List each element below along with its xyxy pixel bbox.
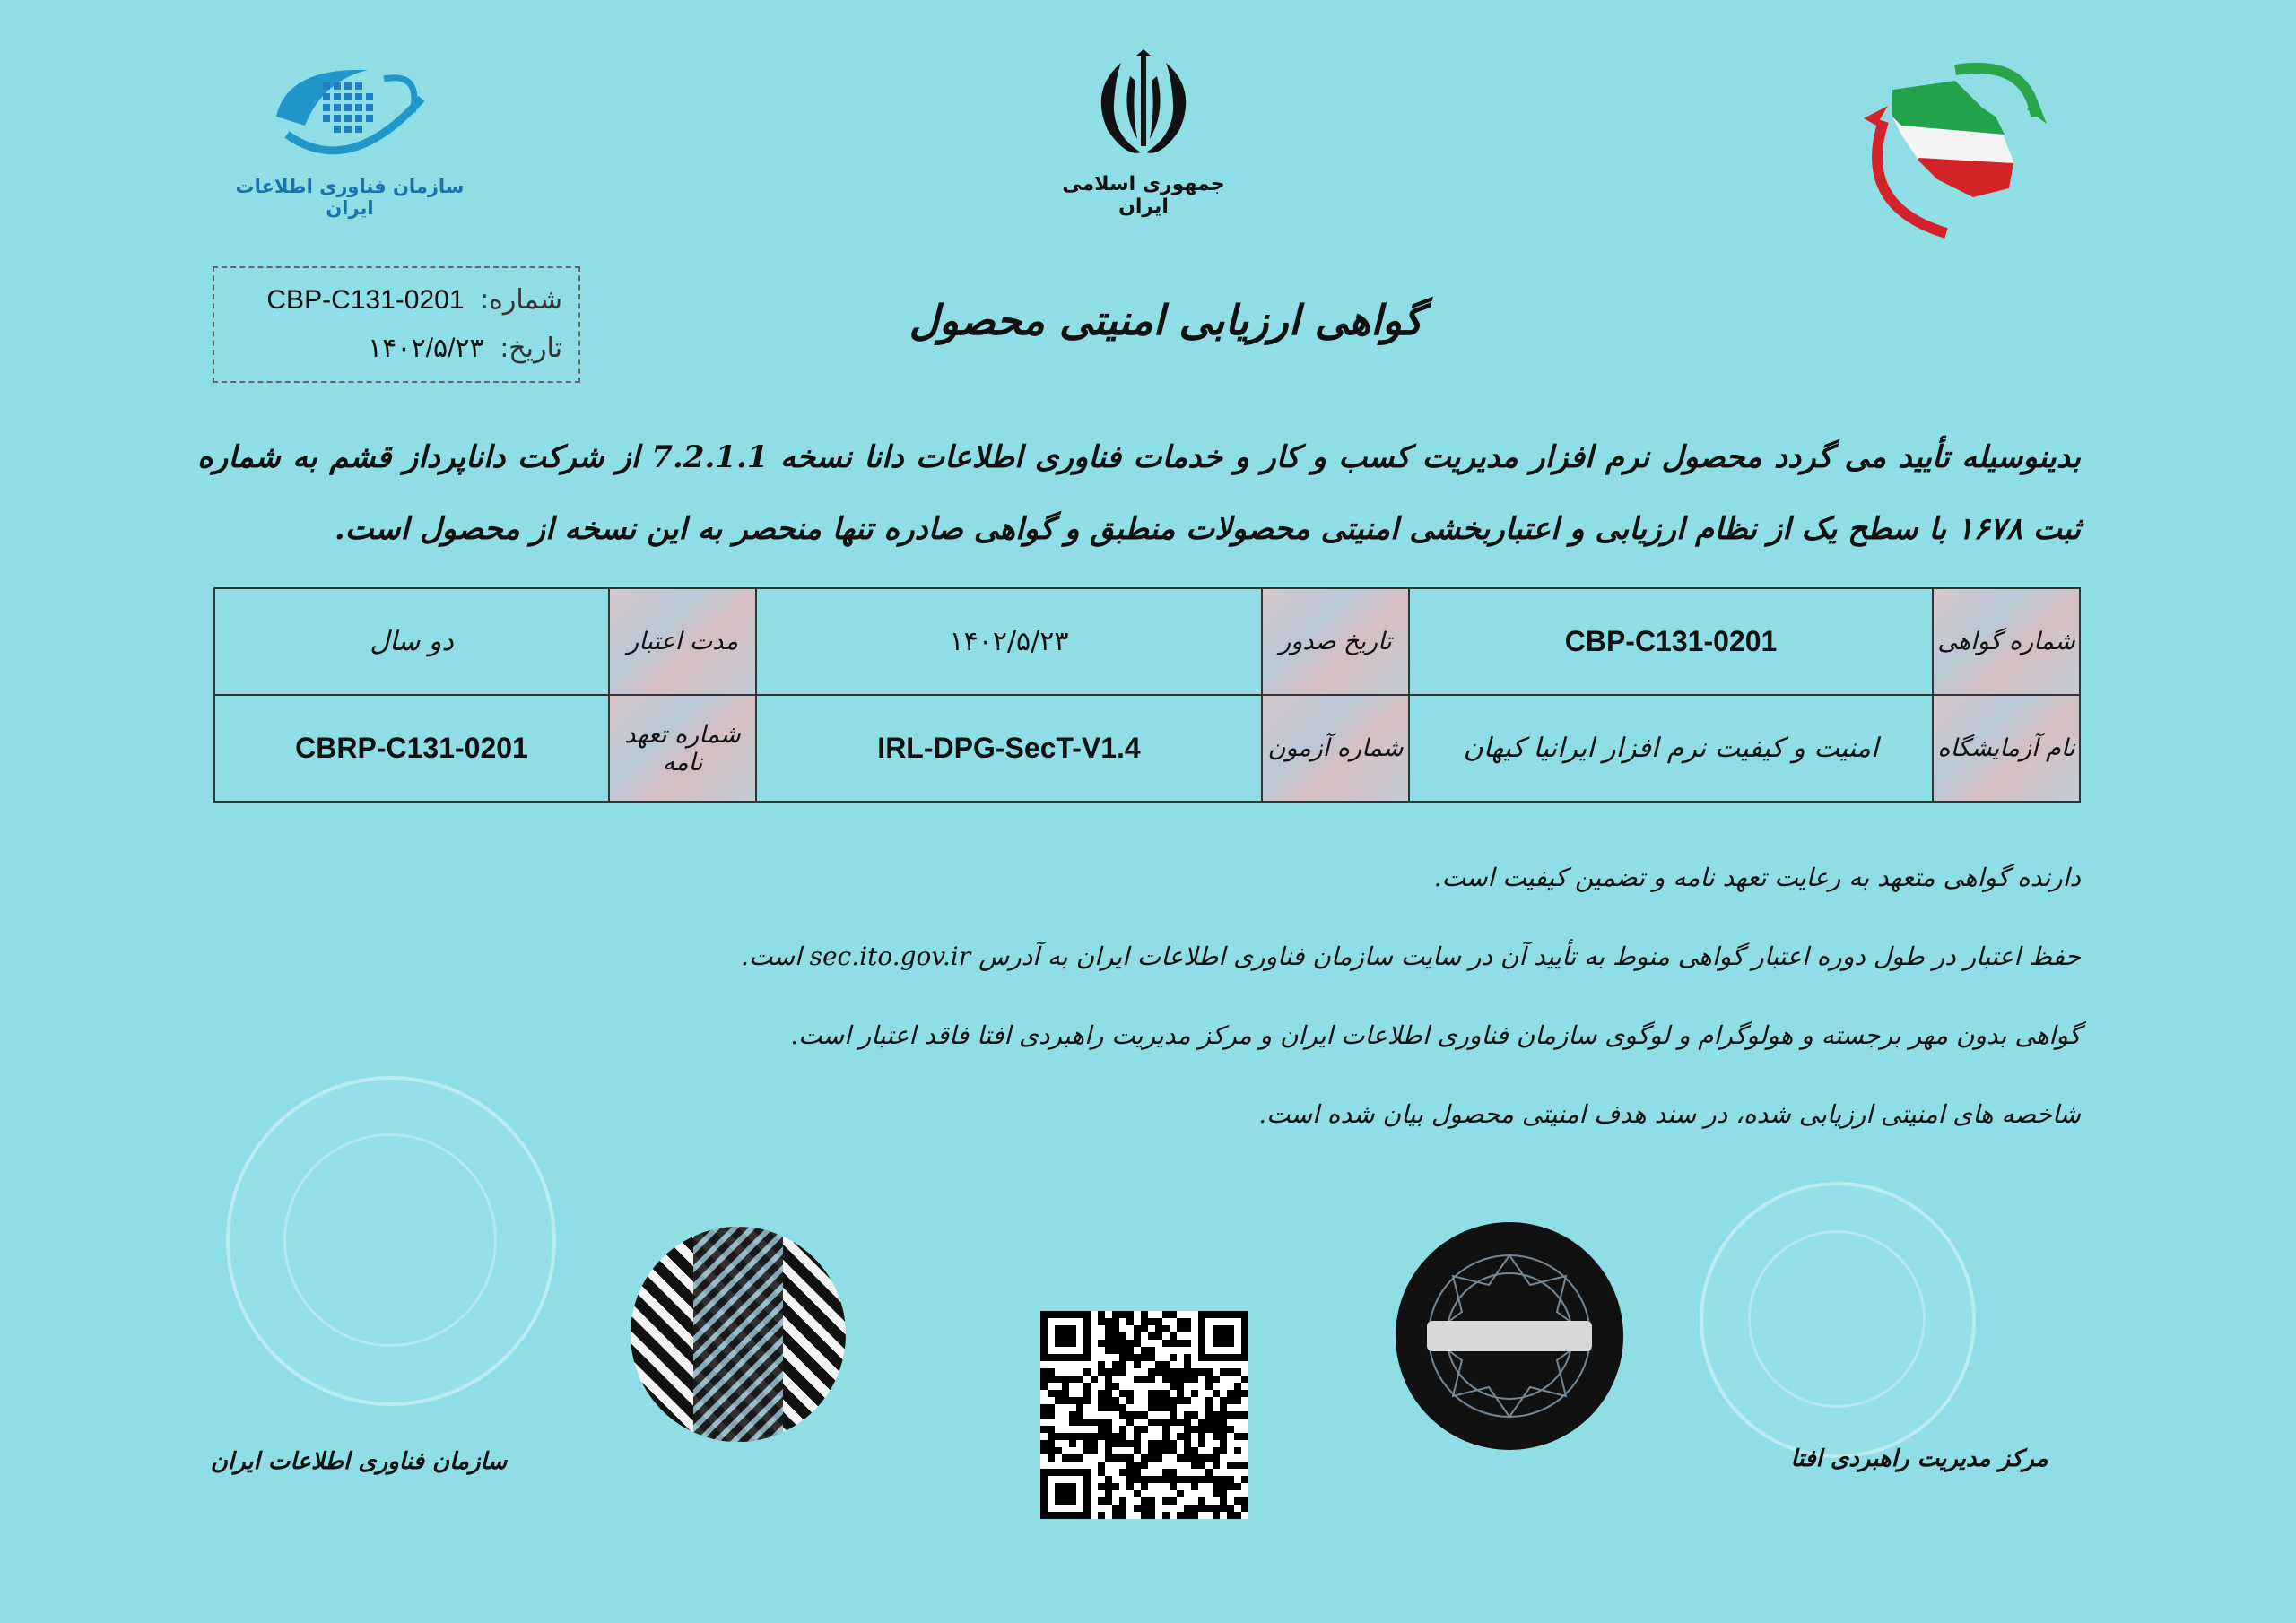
qr-code-icon bbox=[1040, 1311, 1248, 1519]
hologram-badge bbox=[1427, 1321, 1592, 1351]
table-value-cell: CBP-C131-0201 bbox=[1409, 588, 1933, 695]
ito-logo bbox=[215, 63, 484, 219]
table-header-cell: شماره گواهی bbox=[1933, 588, 2080, 695]
qr-code[interactable] bbox=[1040, 1311, 1248, 1519]
table-header-cell: تاریخ صدور bbox=[1262, 588, 1409, 695]
iran-emblem-icon bbox=[1085, 49, 1202, 166]
ito-signature-caption: سازمان فناوری اطلاعات ایران bbox=[210, 1448, 508, 1475]
afta-hologram-sticker bbox=[1396, 1222, 1623, 1450]
ito-embossed-seal bbox=[226, 1076, 556, 1406]
table-value-cell: دو سال bbox=[214, 588, 609, 695]
afta-map-icon bbox=[1848, 54, 2063, 251]
seal-inner-ring bbox=[1748, 1230, 1926, 1408]
note-item: حفظ اعتبار در طول دوره اعتبار گواهی منوط به تأیید آن در سایت سازمان فناوری اطلاعات ایران به آدرس sec.ito.gov.ir است. bbox=[741, 942, 2081, 971]
national-emblem bbox=[1040, 49, 1247, 220]
certificate-number-label: شماره: bbox=[480, 284, 562, 316]
certificate-number-box bbox=[213, 266, 580, 383]
afta-logo bbox=[1848, 54, 2063, 251]
seal-inner-ring bbox=[283, 1133, 497, 1347]
ito-logo-caption: سازمان فناوری اطلاعات ایران bbox=[235, 176, 465, 219]
certificate-title: گواهی ارزیابی امنیتی محصول bbox=[909, 296, 1423, 344]
certificate-date-value: ۱۴۰۲/۵/۲۳ bbox=[368, 334, 484, 363]
certificate-date-row bbox=[368, 333, 562, 364]
emblem-caption: جمهوری اسلامی ایران bbox=[1062, 173, 1225, 218]
afta-signature-caption: مرکز مدیریت راهبردی افتا bbox=[1790, 1445, 2048, 1472]
table-header-cell: شماره تعهد نامه bbox=[609, 695, 756, 802]
table-value-cell: IRL-DPG-SecT-V1.4 bbox=[756, 695, 1262, 802]
certificate-number-value: CBP-C131-0201 bbox=[266, 285, 465, 315]
note-item: شاخصه های امنیتی ارزیابی شده، در سند هدف امنیتی محصول بیان شده است. bbox=[1258, 1099, 2081, 1129]
table-row bbox=[214, 695, 2080, 802]
hologram-band bbox=[693, 1227, 783, 1442]
certificate-number-row bbox=[266, 284, 562, 316]
ito-emblem-icon bbox=[269, 63, 430, 166]
note-item: گواهی بدون مهر برجسته و هولوگرام و لوگوی سازمان فناوری اطلاعات ایران و مرکز مدیریت راهبردی افتا فاقد اعتبار است. bbox=[790, 1020, 2081, 1050]
table-value-cell: ۱۴۰۲/۵/۲۳ bbox=[756, 588, 1262, 695]
certificate-body: بدینوسیله تأیید می گردد محصول نرم افزار مدیریت کسب و کار و خدمات فناوری اطلاعات دانا نسخه 7.2.1.1 از شرکت داناپرداز قشم به شماره ثبت ۱۶۷۸ با سطح یک از نظام ارزیابی و اعتباربخشی امنیتی محصولات منطبق و گواهی صادره تنها منحصر به این نسخه از محصول است. bbox=[197, 439, 2082, 547]
table-header-cell: نام آزمایشگاه bbox=[1933, 695, 2080, 802]
table-value-cell: CBRP-C131-0201 bbox=[214, 695, 609, 802]
table-header-cell: مدت اعتبار bbox=[609, 588, 756, 695]
certificate-info-table bbox=[213, 587, 2081, 803]
certificate-notes bbox=[377, 838, 2081, 1154]
hologram-sticker bbox=[631, 1227, 846, 1442]
note-item: دارنده گواهی متعهد به رعایت تعهد نامه و تضمین کیفیت است. bbox=[1433, 863, 2081, 892]
certificate-date-label: تاریخ: bbox=[500, 333, 562, 364]
table-value-cell: امنیت و کیفیت نرم افزار ایرانیا کیهان bbox=[1409, 695, 1933, 802]
afta-embossed-seal bbox=[1700, 1182, 1976, 1458]
table-header-cell: شماره آزمون bbox=[1262, 695, 1409, 802]
table-row bbox=[214, 588, 2080, 695]
